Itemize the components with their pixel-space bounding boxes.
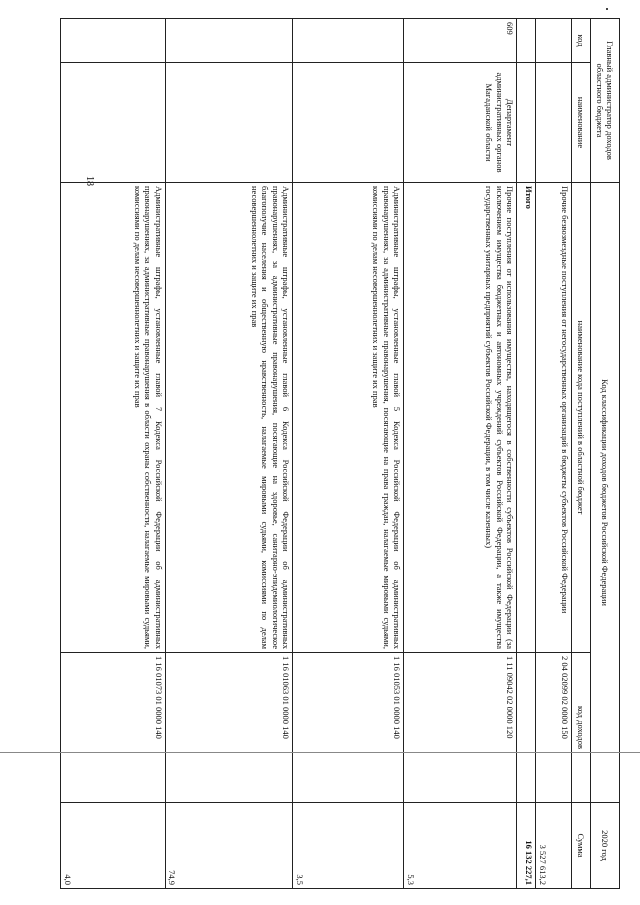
admin-name (61, 63, 166, 183)
admin-name (517, 63, 536, 183)
income-code: 1 11 09042 02 0000 120 (404, 653, 517, 803)
admin-name (536, 63, 572, 183)
header-year: 2020 год (590, 803, 619, 889)
header-income-code: код доходов (571, 653, 590, 803)
total-sum: 16 132 227,1 (517, 803, 536, 889)
table-row (517, 19, 536, 889)
row-description: Административные штрафы, установленные главой 5 Кодекса Российской Федерации об административных правонарушениях, за административные правонарушения, посягающие на права граждан, налагаемые мировыми судьями, комиссиями по делам несовершеннолетних и защите их прав (293, 183, 404, 653)
admin-code (293, 19, 404, 63)
scan-speck (606, 8, 608, 10)
total-label: Итого (517, 183, 536, 653)
admin-code (517, 19, 536, 63)
table-row (536, 19, 572, 889)
admin-code: 609 (404, 19, 517, 63)
header-income-name: наименование кода поступлений в областной бюджет (571, 183, 590, 653)
row-description: Прочие безвозмездные поступления от негосударственных организаций в бюджеты субъектов Российской Федерации (536, 183, 572, 653)
admin-code (536, 19, 572, 63)
header-code: код (571, 19, 590, 63)
income-code: 1 16 01063 01 0000 140 (165, 653, 293, 803)
row-description: Административные штрафы, установленные главой 7 Кодекса Российской Федерации об административных правонарушениях, за административные правонарушения в области охраны собственности, налагаемые мировыми судьями, комиссиями по делам несовершеннолетних и защите их прав (61, 183, 166, 653)
table-row (293, 19, 404, 889)
header-sum: Сумма (571, 803, 590, 889)
income-code (517, 653, 536, 803)
income-code: 2 04 02099 02 0000 150 (536, 653, 572, 803)
scan-edge-line (0, 752, 640, 753)
row-sum: 3,5 (293, 803, 404, 889)
row-description: Прочие поступления от использования имущества, находящегося в собственности субъектов Российской Федерации (за исключением имущества бюджетных и автономных учреждений субъектов Российской Федерации, а также имущества государственных унитарных предприятий субъектов Российской Федерации, в том числе казенных) (404, 183, 517, 653)
revenue-table (60, 18, 620, 889)
rotated-table-page (60, 18, 620, 888)
admin-name: Департамент административных органов Магаданской области (404, 63, 517, 183)
table-row (61, 19, 166, 889)
admin-name (165, 63, 293, 183)
admin-code (165, 19, 293, 63)
income-code: 1 16 01073 01 0000 140 (61, 653, 166, 803)
header-name: наименование (571, 63, 590, 183)
row-sum: 3 527 613,2 (536, 803, 572, 889)
table-row (404, 19, 517, 889)
header-main-admin: Главный администратор доходов областного бюджета (590, 19, 619, 183)
row-description: Административные штрафы, установленные главой 6 Кодекса Российской Федерации об административных правонарушениях, за административные правонарушения, посягающие на здоровье, санитарно-эпидемиологическое благополучие населения и общественную нравственность, налагаемые мировыми судьями, комиссиями по делам несовершеннолетних и защите их прав (165, 183, 293, 653)
row-sum: 4,0 (61, 803, 166, 889)
row-sum: 74,9 (165, 803, 293, 889)
page-number: 18 (84, 176, 95, 186)
admin-code (61, 19, 166, 63)
table-row (165, 19, 293, 889)
admin-name (293, 63, 404, 183)
header-budget-code: Код классификации доходов бюджетов Российской Федерации (590, 183, 619, 803)
income-code: 1 16 01053 01 0000 140 (293, 653, 404, 803)
row-sum: 5,3 (404, 803, 517, 889)
